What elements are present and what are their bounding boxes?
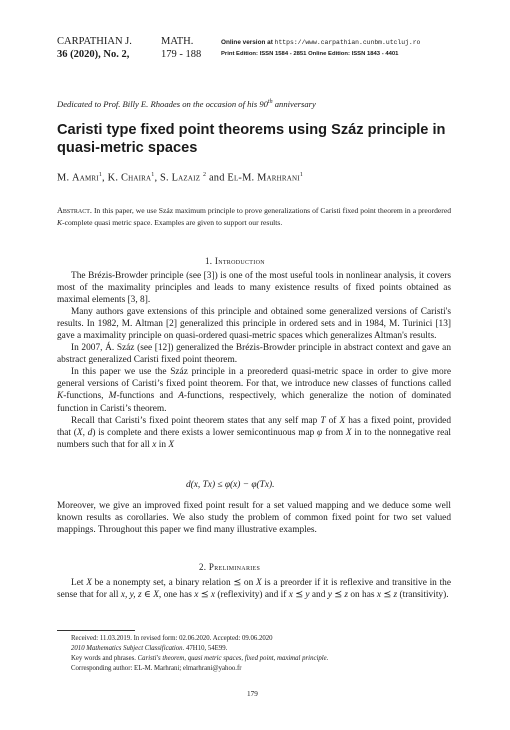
keywords-line xyxy=(71,654,328,664)
volume-issue-text: 36 (2020), No. 2, xyxy=(57,49,130,60)
intro-paragraph: The Brézis-Browder principle (see [3]) is one of the most useful tools in nonlinear analysis, it covers most of the maximality principles and leads to many existence results of fixed points obtained as maximal elements [3, 8]. xyxy=(57,271,451,306)
author-list: M. Aamri$^1$, K. Chaira$^1$, S. Lazaiz $^2$ and El-M. Marhrani$^1$ xyxy=(57,172,304,184)
section-heading-preliminaries: 2. Preliminaries xyxy=(199,562,261,572)
abstract-label: Abstract. xyxy=(57,206,92,215)
section-heading-introduction: 1. Introduction xyxy=(205,256,265,266)
intro-paragraph: In 2007, Á. Száz (see [12]) generalized the Brézis-Browder principle in abstract context and gave an abstract generalized Caristi fixed point theorem. xyxy=(57,343,451,366)
page-range: 179 - 188 xyxy=(161,49,202,60)
journal-name: CARPATHIAN J. xyxy=(57,36,132,47)
volume-issue xyxy=(57,48,132,61)
paper-title: Caristi type fixed point theorems using Száz principle in quasi-metric spaces xyxy=(57,122,446,156)
keywords-label: Key words and phrases. xyxy=(71,655,136,662)
footnotes xyxy=(71,634,328,674)
footnote-rule xyxy=(57,630,135,631)
online-version xyxy=(221,39,420,46)
keywords: Caristi's theorem, quasi metric spaces, fixed point, maximal principle. xyxy=(137,655,329,662)
intro-after-paragraph: Moreover, we give an improved fixed point result for a set valued mapping and we deduce some well known results as corollaries. We also study the problem of common fixed point for two set valued mappings. Throughout this paper we find many illustrative examples. xyxy=(57,501,451,536)
online-label: Online version at xyxy=(221,39,273,46)
msc-line xyxy=(71,644,328,654)
journal-block xyxy=(57,35,132,61)
math-label: MATH. xyxy=(161,36,194,47)
online-url[interactable]: https://www.carpathian.cunbm.utcluj.ro xyxy=(274,39,421,46)
intro-paragraph: Many authors gave extensions of this principle and obtained some generalized versions of Caristi's results. In 1982, M. Altman [2] generalized this principle in ordered sets and in 1984, M. Turinici [13] gave a maximality principle on quasi-ordered quasi-metric spaces which generalizes Altman's results. xyxy=(57,307,451,342)
page-number: 179 xyxy=(247,690,258,698)
msc-label: 2010 Mathematics Subject Classification. xyxy=(71,645,185,652)
caristi-inequality: d(x, Tx) ≤ φ(x) − φ(Tx). xyxy=(186,480,275,490)
print-edition: Print Edition: ISSN 1584 - 2851 Online Edition: ISSN 1843 - 4401 xyxy=(221,51,399,57)
received-dates: Received: 11.03.2019. In revised form: 02.06.2020. Accepted: 09.06.2020 xyxy=(71,635,273,642)
dedication: Dedicated to Prof. Billy E. Rhoades on the occasion of his 90th anniversary xyxy=(57,99,316,109)
abstract: Abstract. In this paper, we use Száz maximum principle to prove generalizations of Caristi fixed point theorem in a preordered K-complete quasi metric space. Examples are given to support our results. xyxy=(57,206,451,227)
math-block xyxy=(161,35,201,61)
introduction-body xyxy=(57,270,451,451)
introduction-continuation xyxy=(57,500,451,536)
preliminaries-body xyxy=(57,577,451,601)
intro-paragraph: Recall that Caristi’s fixed point theorem states that any self map T of X has a fixed point, provided that (X, d) is complete and there exists a lower semicontinuous map φ from X in to the nonnegative real numbers such that for all x in X xyxy=(57,415,451,450)
msc-codes: 47H10, 54E99. xyxy=(185,645,228,652)
preliminaries-paragraph: Let X be a nonempty set, a binary relation ⪯ on X is a preorder if it is reflexive and transitive in the sense that for all x, y, z ∈ X, one has x ⪯ x (reflexivity) and if x ⪯ y and y ⪯ z on has x ⪯ z (transitivity). xyxy=(57,578,451,601)
corresponding-author: Corresponding author: EL-M. Marhrani; elmarhrani@yahoo.fr xyxy=(71,665,242,672)
intro-paragraph: In this paper we use the Száz principle in a preorederd quasi-metric space in order to give more general versions of Caristi’s fixed point theorem. For that, we introduce new classes of functions called K-functions, M-functions and A-functions, respectively, which generalize the notion of dominated function in Caristi’s theorem. xyxy=(57,367,451,414)
